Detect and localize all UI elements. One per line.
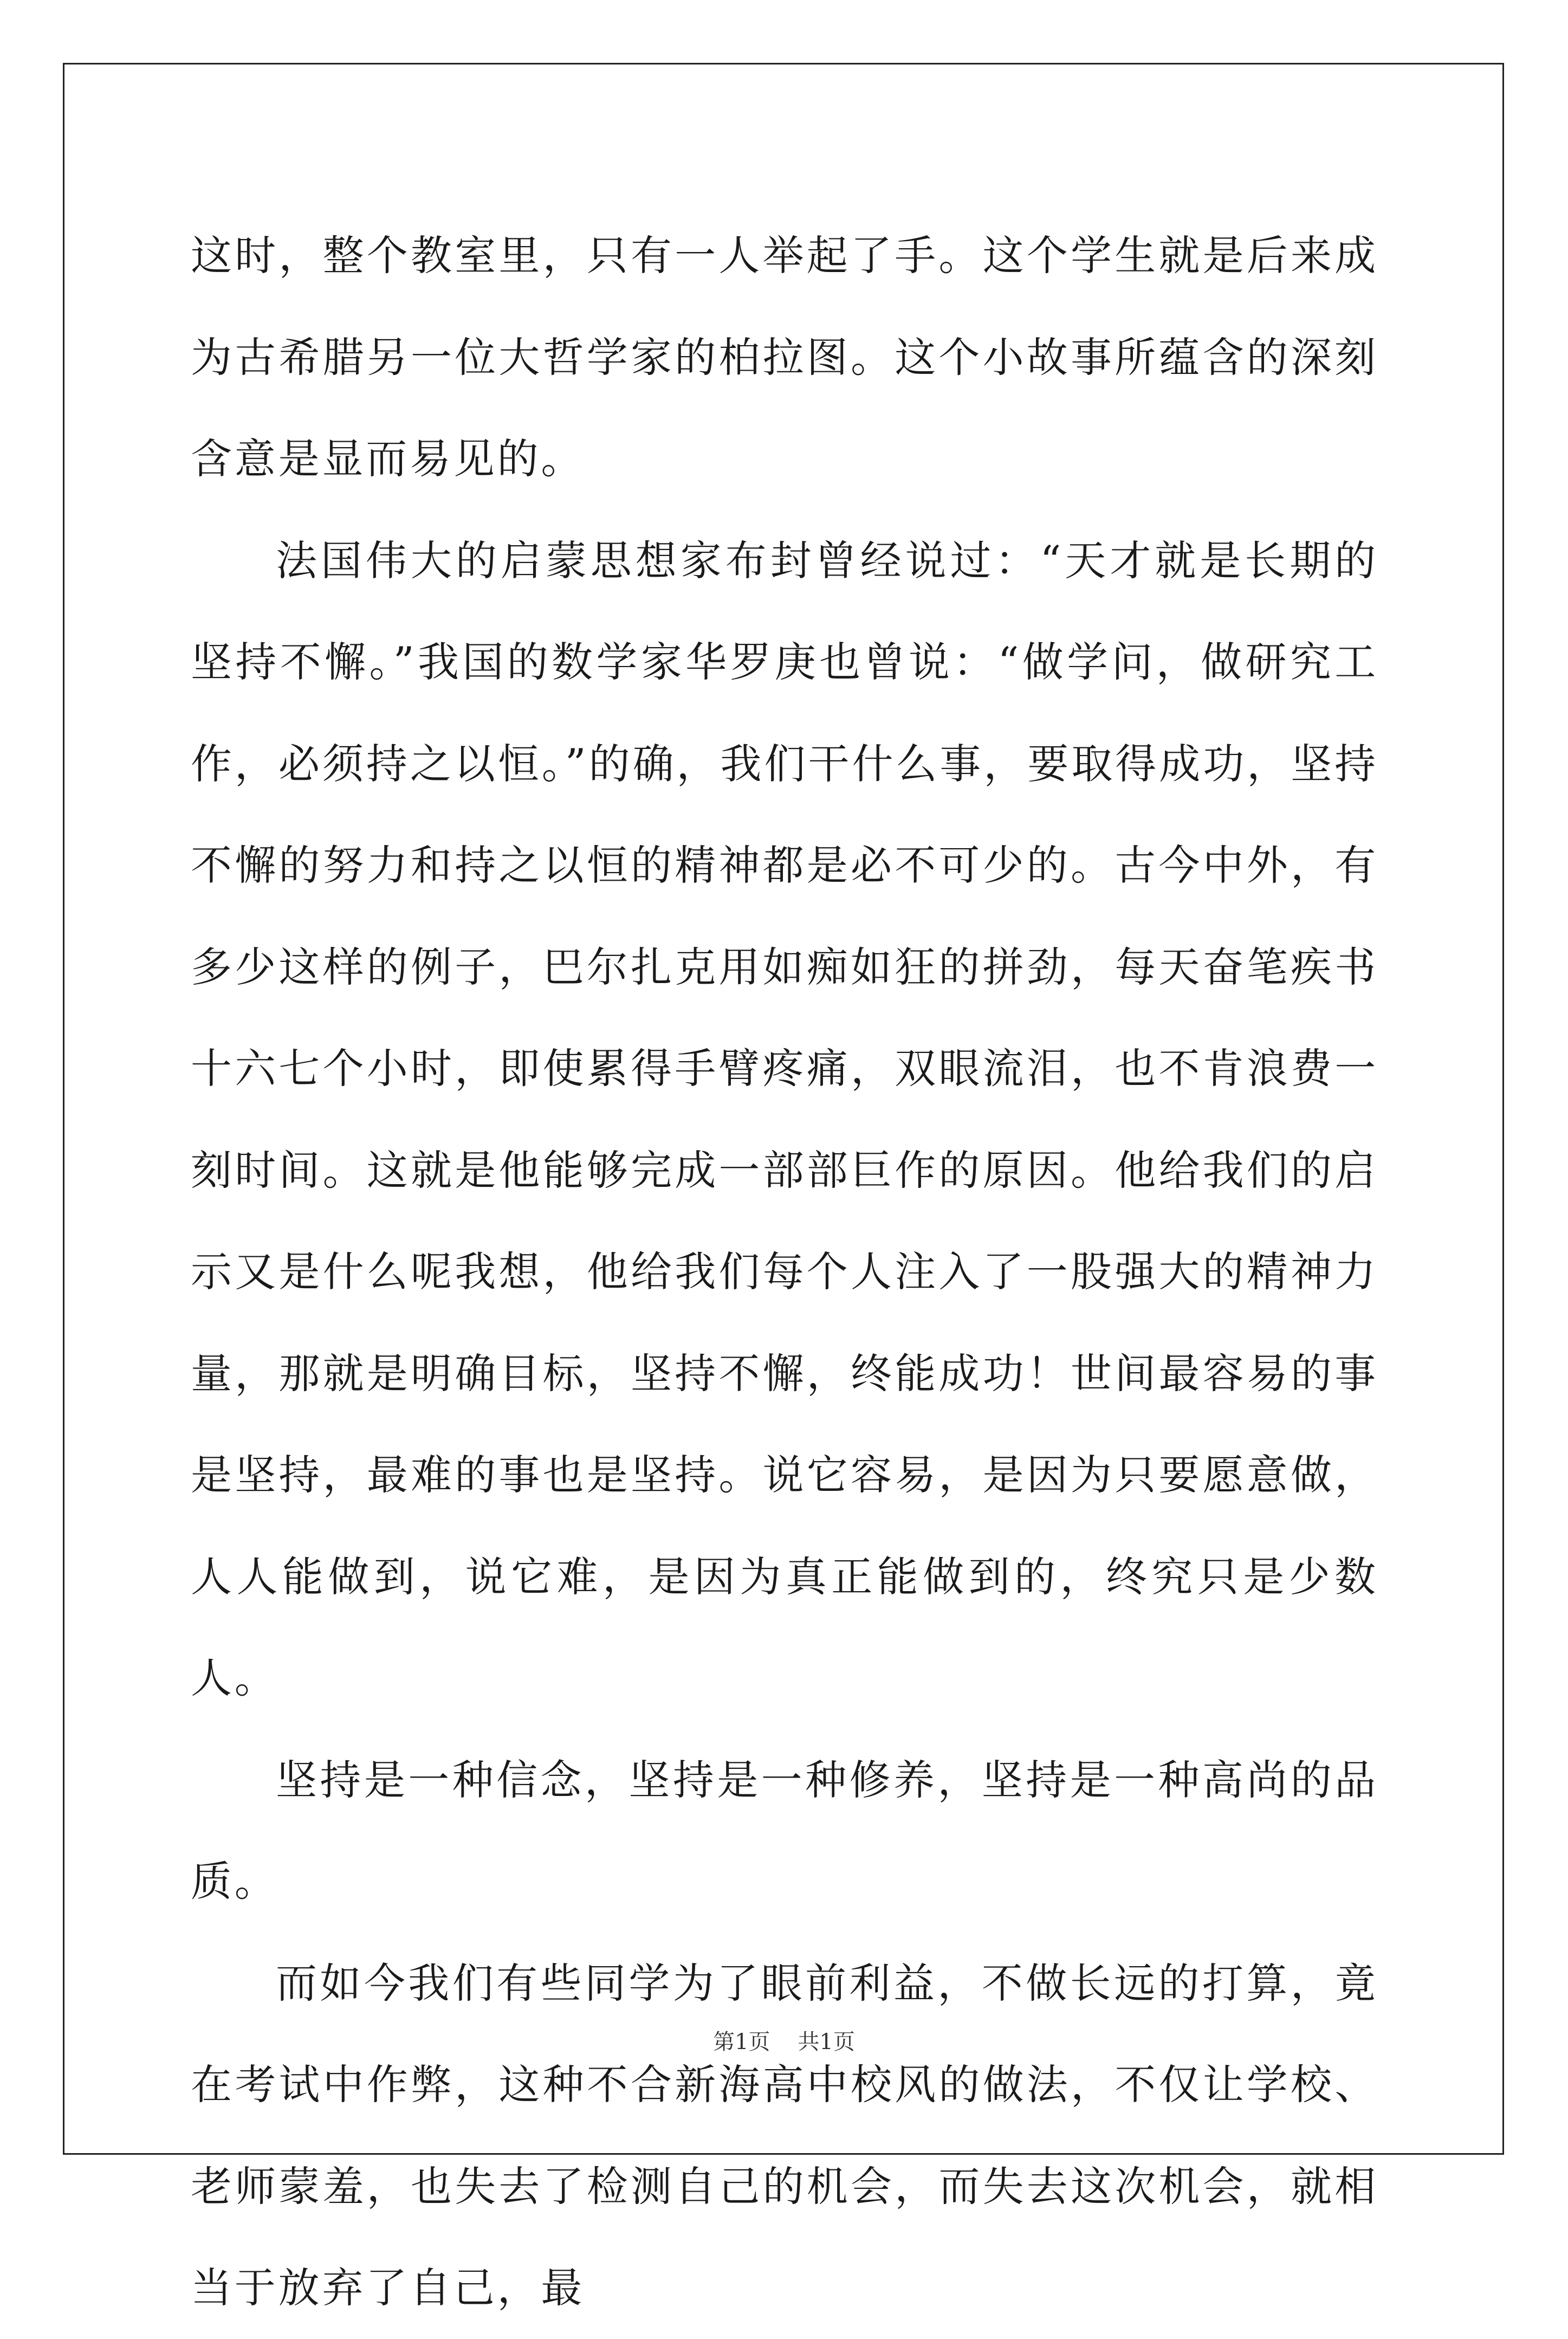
- body-paragraph-2: 法国伟大的启蒙思想家布封曾经说过：“天才就是长期的坚持不懈。”我国的数学家华罗庚也曾说：“做学问，做研究工作，必须持之以恒。”的确，我们干什么事，要取得成功，坚持不懈的努力和持之以恒的精神都是必不可少的。古今中外，有多少这样的例子，巴尔扎克用如痴如狂的拼劲，每天奋笔疾书十六七个小时，即使累得手臂疼痛，双眼流泪，也不肯浪费一刻时间。这就是他能够完成一部部巨作的原因。他给我们的启示又是什么呢我想，他给我们每个人注入了一股强大的精神力量，那就是明确目标，坚持不懈，终能成功！世间最容易的事是坚持，最难的事也是坚持。说它容易，是因为只要愿意做，人人能做到，说它难，是因为真正能做到的，终究只是少数人。: [191, 536, 1378, 1702]
- body-paragraph-4: 而如今我们有些同学为了眼前利益，不做长远的打算，竟在考试中作弊，这种不合新海高中校风的做法，不仅让学校、老师蒙羞，也失去了检测自己的机会，而失去这次机会，就相当于放弃了自己，最: [191, 1959, 1378, 2312]
- document-body: [191, 205, 1378, 2339]
- body-paragraph-1: 这时，整个教室里，只有一人举起了手。这个学生就是后来成为古希腊另一位大哲学家的柏拉图。这个小故事所蕴含的深刻含意是显而易见的。: [191, 231, 1378, 483]
- page-number-footer: 第1页 共1页: [713, 2030, 855, 2054]
- body-paragraph-3: 坚持是一种信念，坚持是一种修养，坚持是一种高尚的品质。: [191, 1755, 1378, 1905]
